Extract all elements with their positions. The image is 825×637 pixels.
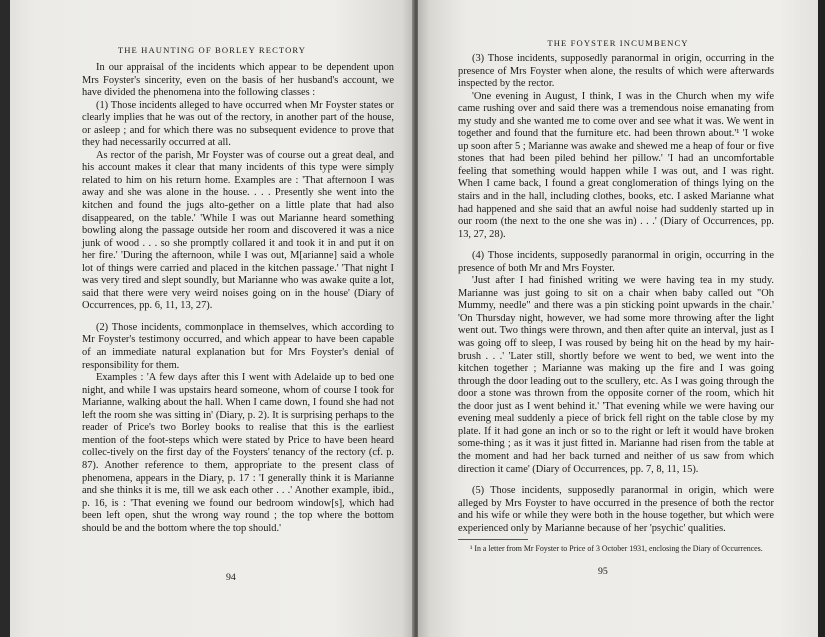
paragraph: (2) Those incidents, commonplace in themselves, which according to Mr Foyster's testimony occurred, and which appear to have been capable of an immediate natural explanation but for Mrs Foyster's denial of responsibility for them. — [82, 321, 394, 371]
left-page-body — [82, 62, 394, 535]
right-page — [418, 0, 818, 637]
paragraph: 'One evening in August, I think, I was in the Church when my wife came rushing over and said there was a tremendous noise emanating from my study and she wanted me to come over and see what it was. We went in together and found that the furniture etc. had been thrown about.'¹ 'I woke up soon after 5 ; Marianne was awake and shewed me a heap of four or five stones that had been piled behind her pillow.' 'I had an uncomfortable feeling that something would happen while I was out, and I was right. When I came back, I found a great conglomeration of things lying on the stairs and in the hall, including clothes, books, etc. I asked Marianne what had happened and she said that an awful noise had suddenly started up in our room (the next to the one she was in) . . .' (Diary of Occurrences, pp. 13, 27, 28). — [458, 90, 774, 240]
paragraph: (3) Those incidents, supposedly paranormal in origin, occurring in the presence of Mrs Foyster when alone, the results of which were afterwards inspected by the rector. — [458, 53, 774, 90]
scan-edge-left — [0, 0, 10, 637]
paragraph: As rector of the parish, Mr Foyster was of course out a great deal, and his account makes it clear that many incidents of this type were simply related to him on his return home. Examples are : 'That afternoon I was away and she was alone in the house. . . . Presently she went into the kitchen and found the jugs alto-gether on a little plate that had also disappeared, on the table.' 'While I was out Marianne heard something bowling along the passage outside her room and discovered it was a nice junk of wood . . . so she promptly collared it and took it in and put it on her fire.' 'During the afternoon, while I was out, M[arianne] said a whole lot of things were carried and placed in the kitchen passage.' 'That night I was very tired and slept soundly, but Marianne who was awake quite a lot, said that there were very weird noises going on in the house' (Diary of Occurrences, pp. 6, 11, 13, 27). — [82, 149, 394, 312]
paragraph: In our appraisal of the incidents which appear to be dependent upon Mrs Foyster's sincerity, even on the basis of her husband's account, we have divided the phenomena into the following classes : — [82, 62, 394, 99]
running-head-right: THE FOYSTER INCUMBENCY — [547, 38, 689, 48]
running-head-left: THE HAUNTING OF BORLEY RECTORY — [117, 45, 307, 55]
page-number-left: 94 — [226, 572, 236, 583]
paragraph: 'Just after I had finished writing we were having tea in my study. Marianne was just going to sit on a chair when baby called out "Oh Mummy, needle" and there was a pin sticking point upwards in the chair.' 'On Thursday night, however, we had some more throwing after the light went out. Two things were thrown, and then after quite an interval, just as I was going off to sleep, I was roused by being hit on the head by my hair-brush . . .' 'Later still, shortly before we went to bed, we went into the kitchen together ; Marianne was making up the fire and I was going through the door leading out to the scullery, etc. As I was going through the door a stone was thrown from the opposite corner of the room, which hit the door just as I went behind it.' 'That evening while we were having our evening meal suddenly a piece of brick fell right on the table close by my plate. If it had gone an inch or so to the right or left it would have broken some-thing ; as it was it just fitted in. Marianne had risen from the table at the moment and had her back turned and neither of us saw from which direction it came' (Diary of Occurrences, pp. 7, 8, 11, 15). — [458, 275, 774, 475]
page-number-right: 95 — [598, 566, 608, 577]
footnote: ¹ In a letter from Mr Foyster to Price of 3 October 1931, enclosing the Diary of Occurrences. — [470, 544, 763, 554]
right-page-body — [458, 53, 774, 554]
footnote-rule — [458, 539, 528, 540]
paragraph: (4) Those incidents, supposedly paranormal in origin, occurring in the presence of both Mr and Mrs Foyster. — [458, 250, 774, 274]
left-page — [10, 0, 414, 637]
paragraph: (5) Those incidents, supposedly paranormal in origin, which were alleged by Mrs Foyster to have occurred in the presence of both the rector and his wife or while they were both in the house together, but which were experienced only by Marianne because of her 'psychic' qualities. — [458, 485, 774, 534]
paragraph: (1) Those incidents alleged to have occurred when Mr Foyster states or clearly implies that he was out of the rectory, in another part of the house, or asleep ; and for which there was no subsequent evidence to prove that they had necessarily occurred at all. — [82, 99, 394, 149]
scan-edge-right — [818, 0, 825, 637]
paragraph: Examples : 'A few days after this I went with Adelaide up to bed one night, and while I was upstairs heard someone, whom of course I took for Marianne, walking about the hall. When I came down, I found she had not left the room she was sitting in' (Diary, p. 2). It is surprising perhaps to the reader of Price's two Borley books to realise that this is the earliest mention of the foot-steps which were stated by Price to have been heard collec-tively on the first day of the Foysters' tenancy of the rectory (cf. p. 87). Another reference to them, appropriate to the present class of phenomena, appears in the Diary, p. 17 : 'I generally think it is Marianne and she thinks it is me, till we ask each other . . .' Another example, ibid., p. 16, is : 'That evening we found our bedroom window[s], which had been left open, shut the wrong way round ; the top where the bottom should be and the bottom where the top should.' — [82, 372, 394, 534]
